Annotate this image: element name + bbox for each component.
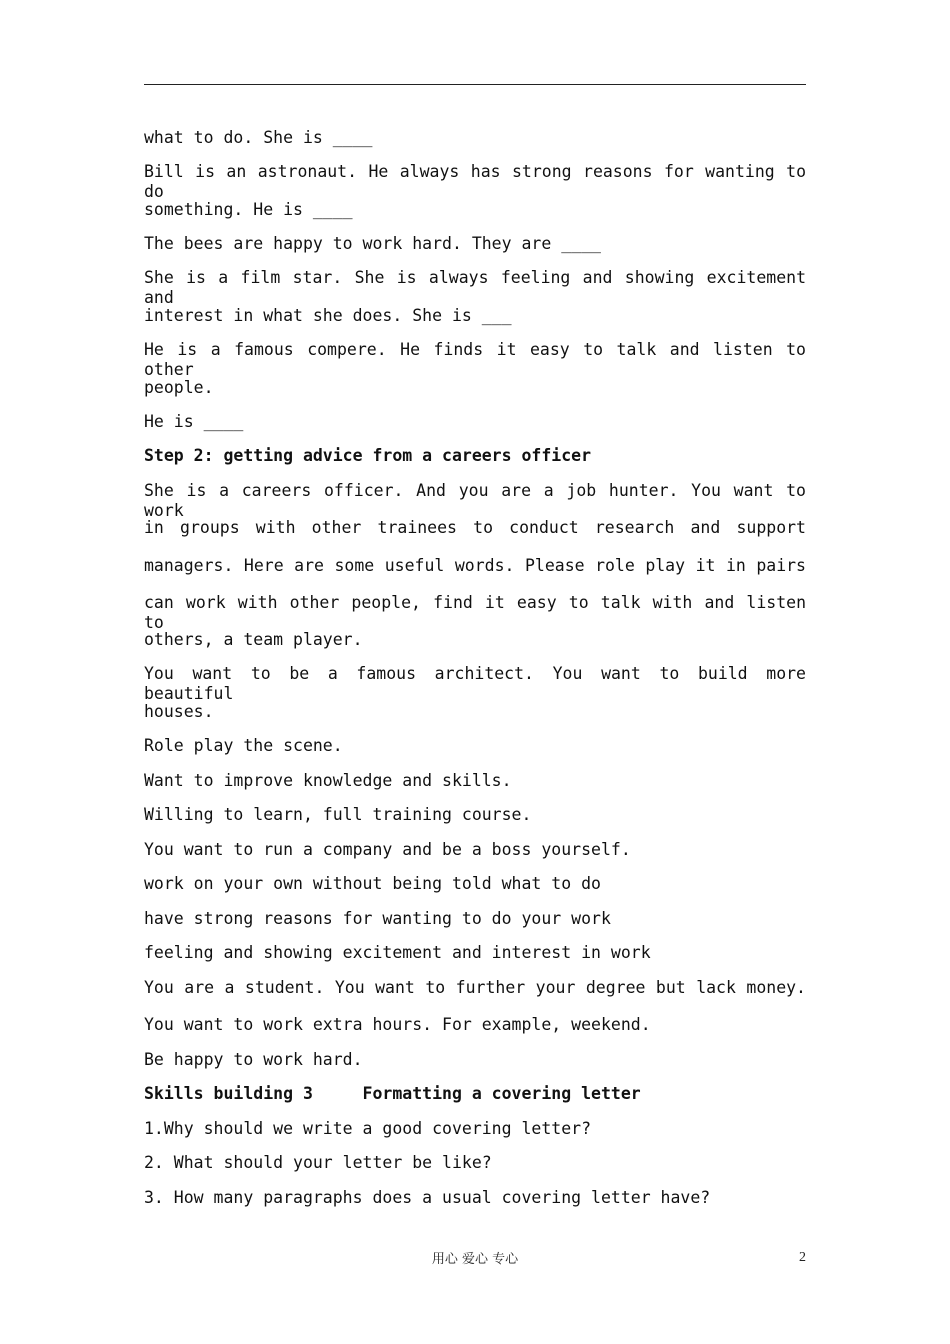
text-line: Role play the scene. bbox=[144, 736, 343, 755]
text-line: She is a careers officer. And you are a job hunter. You want to work bbox=[144, 481, 806, 520]
text-line: have strong reasons for wanting to do your work bbox=[144, 909, 611, 928]
text-line: He is a famous compere. He finds it easy to talk and listen to other bbox=[144, 340, 806, 379]
text-line: interest in what she does. She is ___ bbox=[144, 306, 512, 325]
text-line: Want to improve knowledge and skills. bbox=[144, 771, 512, 790]
section-heading: Step 2: getting advice from a careers officer bbox=[144, 446, 592, 465]
text-line: You want to run a company and be a boss yourself. bbox=[144, 840, 631, 859]
text-line: in groups with other trainees to conduct research and support bbox=[144, 518, 806, 537]
header-rule bbox=[144, 84, 806, 85]
text-line: You are a student. You want to further your degree but lack money. bbox=[144, 978, 806, 997]
question-line: 2. What should your letter be like? bbox=[144, 1153, 492, 1172]
text-line: He is ____ bbox=[144, 412, 244, 431]
text-line: something. He is ____ bbox=[144, 200, 353, 219]
text-line: Bill is an astronaut. He always has strong reasons for wanting to do bbox=[144, 162, 806, 201]
page-number: 2 bbox=[799, 1250, 806, 1265]
question-line: 1.Why should we write a good covering letter? bbox=[144, 1119, 592, 1138]
text-line: what to do. She is ____ bbox=[144, 128, 373, 147]
text-line: managers. Here are some useful words. Please role play it in pairs bbox=[144, 556, 806, 575]
text-line: Be happy to work hard. bbox=[144, 1050, 363, 1069]
text-line: You want to work extra hours. For example, weekend. bbox=[144, 1015, 651, 1034]
footer-motto: 用心 爱心 专心 bbox=[431, 1252, 519, 1267]
text-line: Willing to learn, full training course. bbox=[144, 805, 532, 824]
text-line: The bees are happy to work hard. They are ____ bbox=[144, 234, 601, 253]
text-line: feeling and showing excitement and interest in work bbox=[144, 943, 651, 962]
text-line: work on your own without being told what to do bbox=[144, 874, 601, 893]
question-line: 3. How many paragraphs does a usual covering letter have? bbox=[144, 1188, 711, 1207]
text-line: She is a film star. She is always feeling and showing excitement and bbox=[144, 268, 806, 307]
text-line: people. bbox=[144, 378, 214, 397]
text-line: You want to be a famous architect. You want to build more beautiful bbox=[144, 664, 806, 703]
section-heading: Skills building 3 Formatting a covering letter bbox=[144, 1084, 641, 1103]
text-line: can work with other people, find it easy to talk with and listen to bbox=[144, 593, 806, 632]
text-line: houses. bbox=[144, 702, 214, 721]
text-line: others, a team player. bbox=[144, 630, 363, 649]
